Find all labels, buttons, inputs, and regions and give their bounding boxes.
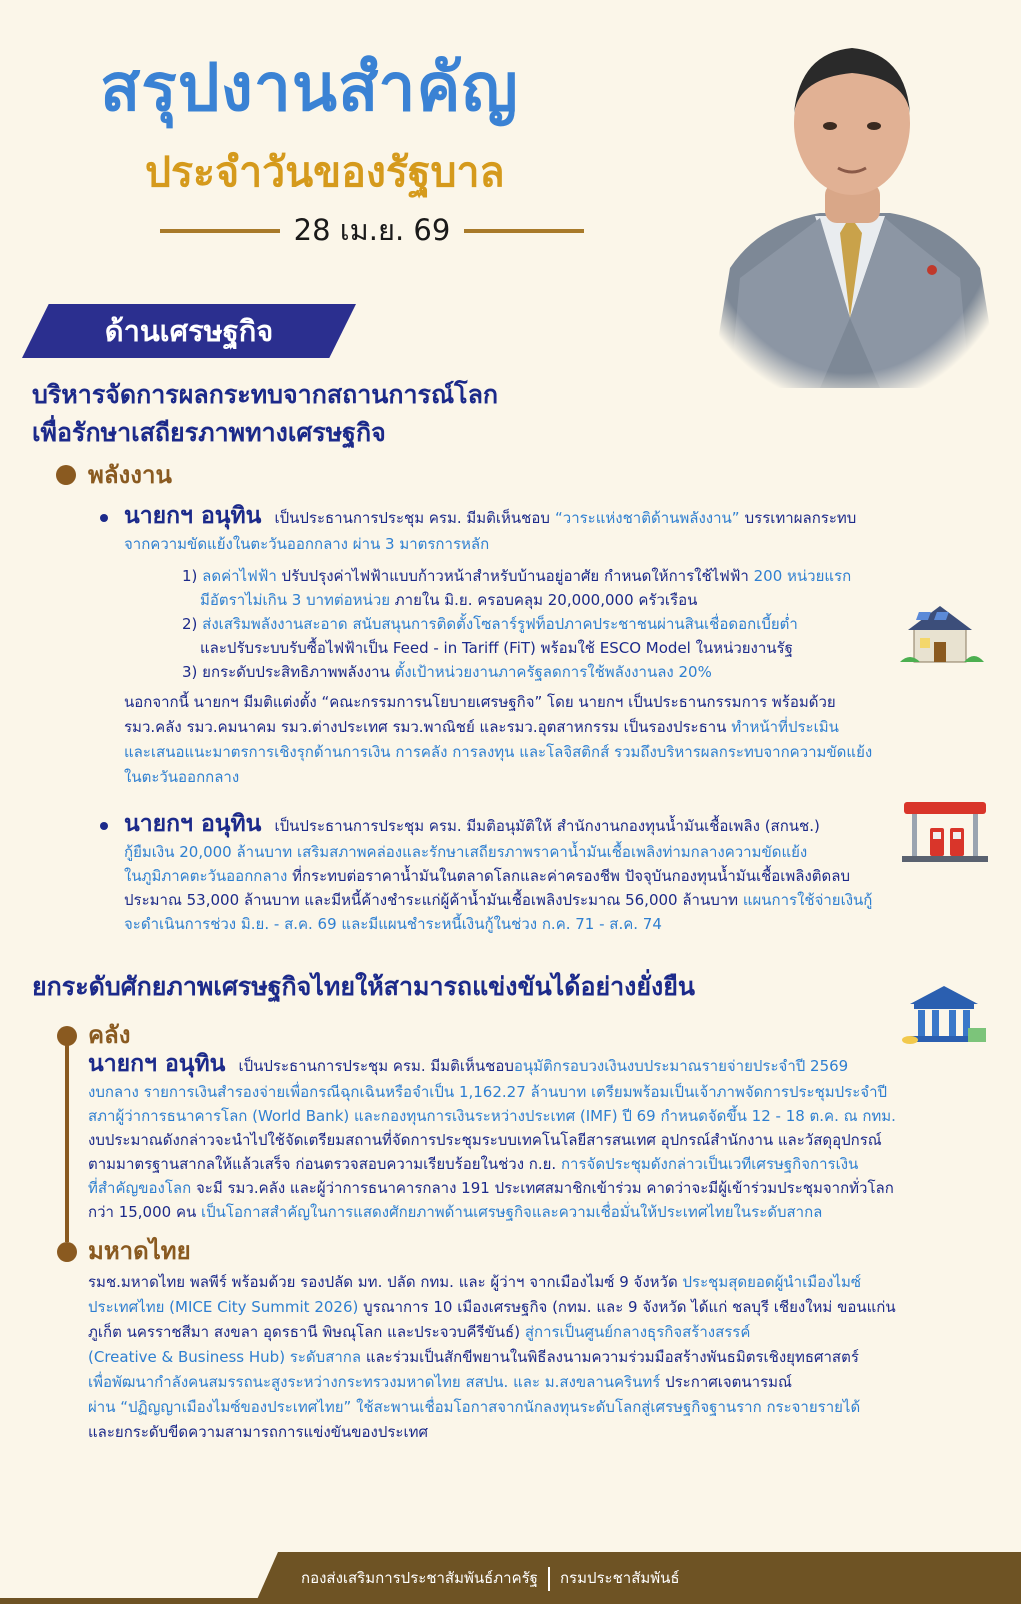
date: 28 เม.ย. 69 [293, 213, 451, 247]
interior-attendees: รมช.มหาดไทย พลพีร์ พร้อมด้วย รองปลัด มท. ปลัด กทม. และ ผู้ว่าฯ จากเมืองไมซ์ 9 จังหวัด [88, 1273, 678, 1291]
measure1-coverage: ครอบคลุม 20,000,000 ครัวเรือน [477, 591, 698, 609]
committee-members: รมว.คลัง รมว.คมนาคม รมว.ต่างประเทศ รมว.พาณิชย์ และรมว.อุตสาหกรรม เป็นรองประธาน [124, 718, 727, 736]
interior-declaration: ประกาศเจตนารมณ์ [660, 1373, 792, 1391]
bullet-interior [57, 1242, 77, 1262]
measure1-title: ลดค่าไฟฟ้า [202, 567, 277, 585]
topic1-title-line1: บริหารจัดการผลกระทบจากสถานการณ์โลก [32, 380, 499, 409]
committee-duty: ทำหน้าที่ประเมิน [726, 718, 839, 736]
measure1-line1 [182, 564, 851, 589]
pm-name: นายกฯ อนุทิน [124, 811, 262, 837]
measure2-number: 2) [182, 615, 203, 633]
finance-text-b: อนุมัติกรอบวงเงินงบประมาณรายจ่ายประจำปี 2569 [513, 1057, 849, 1075]
interior-partners: เพื่อพัฒนากำลังคนสมรรถนะสูงระหว่างกระทรวงมหาดไทย สสปน. และ ม.สงขลานครินทร์ [88, 1373, 661, 1391]
interior-line7: และยกระดับขีดความสามารถการแข่งขันของประเทศ [88, 1423, 429, 1441]
pm-name: นายกฯ อนุทิน [124, 503, 262, 529]
date-divider-left [160, 229, 280, 233]
committee-line3: และเสนอแนะมาตรการเชิงรุกด้านการเงิน การคลัง การลงทุน และโลจิสติกส์ รวมถึงบริหารผลกระทบจากความขัดแย้ง [124, 743, 873, 761]
measure1-highlight: 200 หน่วยแรก [753, 567, 852, 585]
item2-impact: ที่กระทบต่อราคาน้ำมันในตลาดโลกและค่าครองชีพ ปัจจุบันกองทุนน้ำมันเชื้อเพลิงติดลบ [287, 867, 850, 885]
measure1-rate: มีอัตราไม่เกิน 3 บาทต่อหน่วย [200, 591, 391, 609]
finance-text-a: เป็นประธานการประชุม ครม. มีมติเห็นชอบ [238, 1057, 514, 1075]
finance-line7 [88, 1200, 822, 1225]
interior-declaration-name: ผ่าน “ปฏิญญาเมืองไมซ์ของประเทศไทย” [88, 1398, 352, 1416]
topic2-title: ยกระดับศักยภาพเศรษฐกิจไทยให้สามารถแข่งขันได้อย่างยั่งยืน [32, 972, 695, 1001]
finance-importance: ที่สำคัญของโลก [88, 1179, 192, 1197]
interior-cities: บูรณาการ 10 เมืองเศรษฐกิจ (กทม. และ 9 จังหวัด ได้แก่ ชลบุรี เชียงใหม่ ขอนแก่น [358, 1298, 896, 1316]
footer [255, 1552, 1021, 1604]
page-subtitle: ประจำวันของรัฐบาล [145, 148, 505, 196]
measure1-number: 1) [182, 567, 203, 585]
item1-line2: จากความขัดแย้งในตะวันออกกลาง ผ่าน 3 มาตรการหลัก [124, 535, 490, 553]
bullet-finance [57, 1026, 77, 1046]
footer-underline [0, 1598, 1021, 1604]
interior-line5 [88, 1370, 792, 1395]
interior-line4 [88, 1345, 859, 1370]
finance-line2: งบกลาง รายการเงินสำรองจ่ายเพื่อกรณีฉุกเฉินหรือจำเป็น 1,162.27 ล้านบาท เตรียมพร้อมเป็นเจ้าภาพจัดการประชุมประจำปี [88, 1083, 888, 1101]
footer-separator [548, 1567, 550, 1591]
finance-line4: งบประมาณดังกล่าวจะนำไปใช้จัดเตรียมสถานที่จัดการประชุมระบบเทคโนโลยีสารสนเทศ อุปกรณ์สำนักงาน และวัสดุอุปกรณ์ [88, 1131, 882, 1149]
finance-attendance: กว่า 15,000 คน [88, 1203, 197, 1221]
item2-text: เป็นประธานการประชุม ครม. มีมติอนุมัติให้ สำนักงานกองทุนน้ำมันเชื้อเพลิง (สกนช.) [274, 817, 820, 835]
finance-first-line [88, 1050, 848, 1079]
finance-line5 [88, 1152, 858, 1177]
interior-summit-name: ประเทศไทย (MICE City Summit 2026) [88, 1298, 359, 1316]
finance-forum: การจัดประชุมดังกล่าวเป็นเวทีเศรษฐกิจการเงิน [556, 1155, 859, 1173]
timeline-line [65, 1032, 69, 1242]
committee-line4: ในตะวันออกกลาง [124, 768, 240, 786]
interior-hub-name: (Creative & Business Hub) ระดับสากล [88, 1348, 362, 1366]
finance-line6 [88, 1176, 894, 1201]
footer-department: กรมประชาสัมพันธ์ [559, 1569, 680, 1587]
item2-line3 [124, 864, 850, 889]
interior-line3 [88, 1320, 750, 1345]
item2-region: ในภูมิภาคตะวันออกกลาง [124, 867, 288, 885]
measure2-text: สนับสนุนการติดตั้งโซลาร์รูฟท็อปภาคประชาชนผ่านสินเชื่อดอกเบี้ยต่ำ [347, 615, 798, 633]
energy-heading: พลังงาน [88, 461, 172, 489]
item1-first-line [124, 502, 856, 531]
finance-participants: จะมี รมว.คลัง และผู้ว่าการธนาคารกลาง 191 ประเทศสมาชิกเข้าร่วม คาดว่าจะมีผู้เข้าร่วมประชุมจากทั่วโลก [191, 1179, 894, 1197]
committee-line2 [124, 715, 839, 740]
item2-plan: แผนการใช้จ่ายเงินกู้ [738, 891, 873, 909]
interior-line1 [88, 1270, 861, 1295]
item1-text-a: เป็นประธานการประชุม ครม. มีมติเห็นชอบ [274, 509, 550, 527]
item2-line2: กู้ยืมเงิน 20,000 ล้านบาท เสริมสภาพคล่องและรักษาเสถียรภาพราคาน้ำมันเชื้อเพลิงท่ามกลางความขัดแย้ง [124, 843, 808, 861]
date-divider-right [464, 229, 584, 233]
measure1-text: ปรับปรุงค่าไฟฟ้าแบบก้าวหน้าสำหรับบ้านอยู่อาศัย กำหนดให้การใช้ไฟฟ้า [276, 567, 754, 585]
committee-line1: นอกจากนี้ นายกฯ มีมติแต่งตั้ง “คณะกรรมการนโยบายเศรษฐกิจ” โดย นายกฯ เป็นประธานกรรมการ พร้อมด้วย [124, 693, 836, 711]
interior-provinces: ภูเก็ต นครราชสีมา สงขลา อุดรธานี พิษณุโลก และประจวบคีรีขันธ์) [88, 1323, 521, 1341]
measure3-text: ตั้งเป้าหน่วยงานภาครัฐลดการใช้พลังงานลง 20% [389, 663, 712, 681]
bullet-item1 [100, 514, 108, 522]
item1-text-c: บรรเทาผลกระทบ [744, 509, 857, 527]
measure1-period: ภายใน มิ.ย. [390, 591, 478, 609]
interior-heading: มหาดไทย [88, 1237, 191, 1265]
bullet-energy [56, 465, 76, 485]
interior-line6 [88, 1395, 860, 1420]
bank-icon [902, 984, 986, 1046]
measure2-title: ส่งเสริมพลังงานสะอาด [202, 615, 348, 633]
measure3-title: ยกระดับประสิทธิภาพพลังงาน [202, 663, 390, 681]
portrait-photo [700, 18, 1000, 388]
measure3 [182, 660, 712, 685]
measure1-line2 [200, 588, 697, 613]
item2-debt: ประมาณ 53,000 ล้านบาท และมีหนี้ค้างชำระแก่ผู้ค้าน้ำมันเชื้อเพลิงประมาณ 56,000 ล้านบาท [124, 891, 739, 909]
interior-line2 [88, 1295, 896, 1320]
item2-line4 [124, 888, 872, 913]
item2-line5: จะดำเนินการช่วง มิ.ย. - ส.ค. 69 และมีแผนชำระหนี้เงินกู้ในช่วง ก.ค. 71 - ส.ค. 74 [124, 915, 662, 933]
gas-station-icon [902, 800, 988, 862]
interior-hub: สู่การเป็นศูนย์กลางธุรกิจสร้างสรรค์ [520, 1323, 751, 1341]
finance-line3: สภาผู้ว่าการธนาคารโลก (World Bank) และกองทุนการเงินระหว่างประเทศ (IMF) ปี 69 กำหนดจัดขึ้น 12 - 18 ต.ค. ณ กทม. [88, 1107, 896, 1125]
solar-house-icon [900, 598, 984, 666]
item1-text-b: “วาระแห่งชาติด้านพลังงาน” [555, 509, 740, 527]
page-title: สรุปงานสำคัญ [100, 49, 519, 126]
finance-opportunity: เป็นโอกาสสำคัญในการแสดงศักยภาพด้านเศรษฐกิจและความเชื่อมั่นให้ประเทศไทยในระดับสากล [196, 1203, 823, 1221]
bullet-item2 [100, 822, 108, 830]
item2-first-line [124, 810, 820, 839]
measure3-number: 3) [182, 663, 203, 681]
interior-summit: ประชุมสุดยอดผู้นำเมืองไมซ์ [677, 1273, 862, 1291]
measure2-line1 [182, 612, 798, 637]
finance-schedule: ตามมาตรฐานสากลให้แล้วเสร็จ ก่อนตรวจสอบความเรียบร้อยในช่วง ก.ย. [88, 1155, 557, 1173]
footer-division: กองส่งเสริมการประชาสัมพันธ์ภาครัฐ [301, 1569, 538, 1587]
section-label: ด้านเศรษฐกิจ [104, 314, 274, 348]
interior-bridge: ใช้สะพานเชื่อมโอกาสจากนักลงทุนระดับโลกสู่เศรษฐกิจฐานราก กระจายรายได้ [351, 1398, 861, 1416]
finance-heading: คลัง [88, 1021, 131, 1049]
topic1-title-line2: เพื่อรักษาเสถียรภาพทางเศรษฐกิจ [32, 418, 386, 447]
measure2-line2: และปรับระบบรับซื้อไฟฟ้าเป็น Feed - in Tariff (FiT) พร้อมใช้ ESCO Model ในหน่วยงานรัฐ [200, 639, 793, 657]
interior-mou: และร่วมเป็นสักขีพยานในพิธีลงนามความร่วมมือสร้างพันธมิตรเชิงยุทธศาสตร์ [361, 1348, 859, 1366]
pm-name: นายกฯ อนุทิน [88, 1051, 226, 1077]
